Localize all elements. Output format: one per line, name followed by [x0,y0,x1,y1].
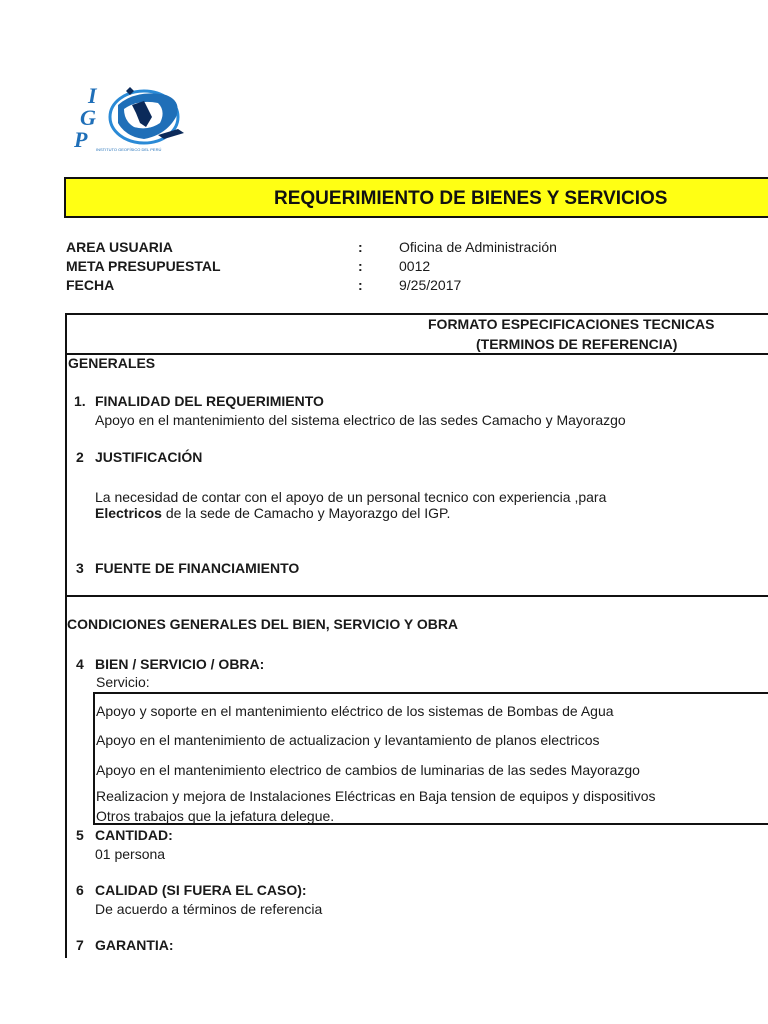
item3-number: 3 [76,560,84,576]
service-line: Apoyo en el mantenimiento electrico de cambios de luminarias de las sedes Mayorazgo [96,762,640,778]
item6-title: CALIDAD (SI FUERA EL CASO): [95,882,307,898]
item5-number: 5 [76,827,84,843]
section-condiciones: CONDICIONES GENERALES DEL BIEN, SERVICIO Y OBRA [67,616,459,632]
item5-value: 01 persona [95,846,166,862]
item6-value: De acuerdo a términos de referencia [95,901,323,917]
logo-letter-g: G [80,105,96,130]
section-generales: GENERALES [68,355,156,371]
item4-number: 4 [76,656,84,672]
item1-number: 1. [74,393,86,409]
field-sep-area: : [358,239,363,255]
item2-text-line1: La necesidad de contar con el apoyo de un personal tecnico con experiencia ,para [95,489,607,505]
item7-title: GARANTIA: [95,937,174,953]
item2-title: JUSTIFICACIÓN [95,449,203,465]
logo-letter-p: P [74,127,88,152]
item7-number: 7 [76,937,84,953]
service-line: Apoyo y soporte en el mantenimiento eléctrico de los sistemas de Bombas de Agua [96,703,614,719]
page-title: REQUERIMIENTO DE BIENES Y SERVICIOS [274,188,668,209]
field-value-area: Oficina de Administración [399,239,557,255]
divider-condiciones [66,595,768,597]
field-label-meta: META PRESUPUESTAL [66,258,221,274]
item4-value: Servicio: [96,674,150,690]
item4-title: BIEN / SERVICIO / OBRA: [95,656,265,672]
field-sep-fecha: : [358,277,363,293]
service-line: Otros trabajos que la jefatura delegue. [96,808,335,824]
item2-text-line2 [95,505,658,521]
logo-caption: INSTITUTO GEOFÍSICO DEL PERÚ [96,147,162,152]
item1-text: Apoyo en el mantenimiento del sistema electrico de las sedes Camacho y Mayorazgo [95,412,626,428]
spec-box [65,313,768,958]
field-sep-meta: : [358,258,363,274]
service-line: Realizacion y mejora de Instalaciones Eléctricas en Baja tension de equipos y dispositivos [96,788,656,804]
title-bar [64,177,768,218]
format-title-1: FORMATO ESPECIFICACIONES TECNICAS [428,316,715,332]
service-line: Apoyo en el mantenimiento de actualizacion y levantamiento de planos electricos [96,732,600,748]
item6-number: 6 [76,882,84,898]
item1-title: FINALIDAD DEL REQUERIMIENTO [95,393,324,409]
logo-letter-i: I [88,83,97,108]
item5-title: CANTIDAD: [95,827,173,843]
field-label-fecha: FECHA [66,277,115,293]
item2-bold: Electricos [95,505,162,521]
field-value-meta: 0012 [399,258,431,274]
igp-logo [66,83,196,155]
format-title-2: (TERMINOS DE REFERENCIA) [476,336,678,352]
field-label-area: AREA USUARIA [66,239,173,255]
item2-rest: de la sede de Camacho y Mayorazgo del IGP. [161,505,451,521]
divider-generales [66,353,768,355]
field-value-fecha: 9/25/2017 [399,277,462,293]
item3-title: FUENTE DE FINANCIAMIENTO [95,560,300,576]
item2-number: 2 [76,449,84,465]
